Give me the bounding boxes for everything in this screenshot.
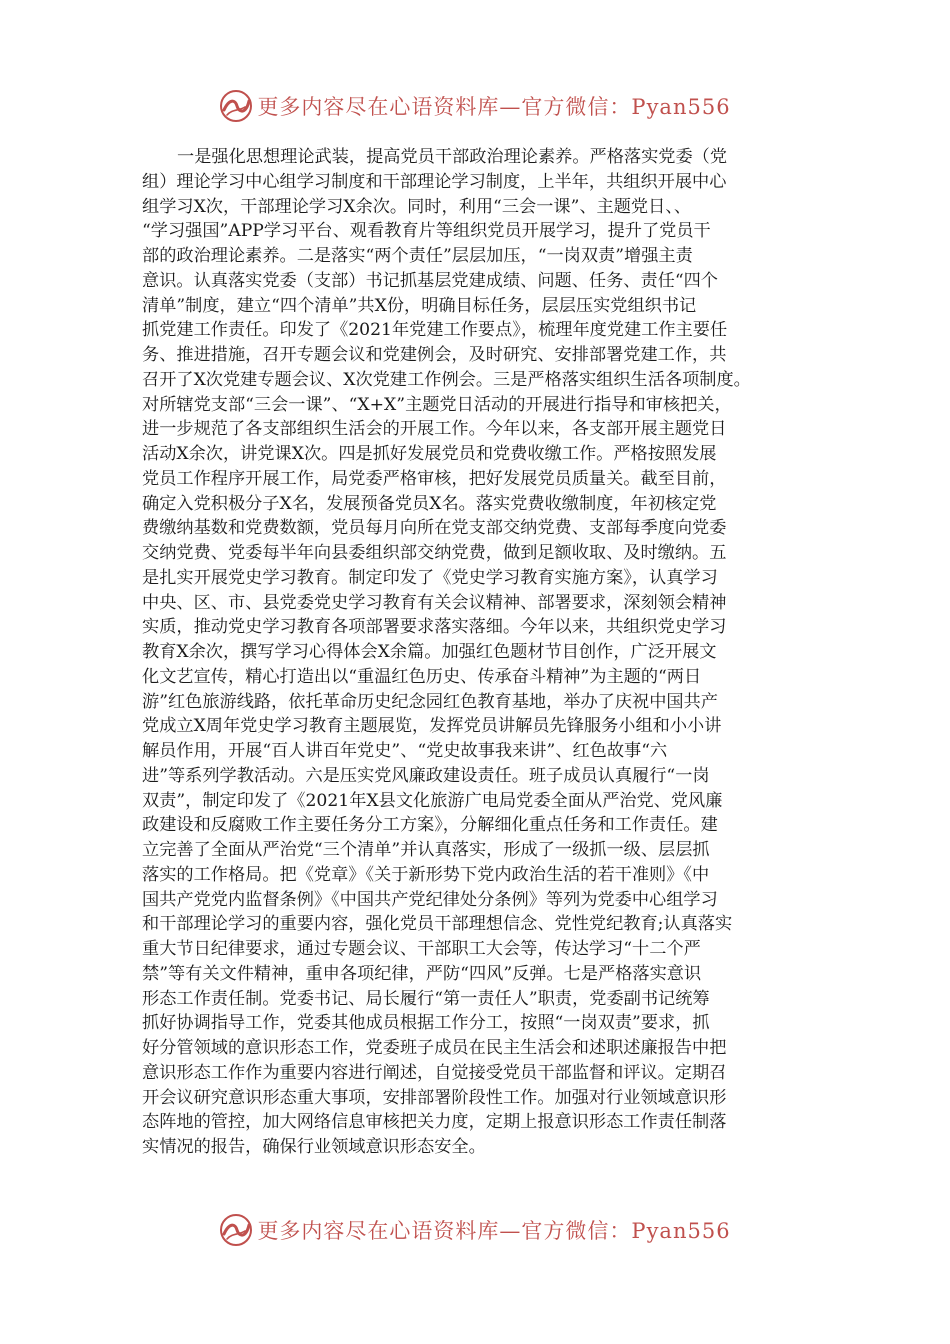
text-line: 抓党建工作责任。印发了《2021年党建工作要点》，梳理年度党建工作主要任 (142, 320, 728, 341)
text-line: 进一步规范了各支部组织生活会的开展工作。今年以来，各支部开展主题党日 (142, 419, 727, 440)
text-line: 好分管领域的意识形态工作，党委班子成员在民主生活会和述职述廉报告中把 (142, 1038, 727, 1058)
text-line: 组）理论学习中心组学习制度和干部理论学习制度，上半年，共组织开展中心 (142, 171, 727, 192)
text-line: 落实的工作格局。把《党章》《关于新形势下党内政治生活的若干准则》《中 (142, 864, 710, 885)
text-line: 立完善了全面从严治党“三个清单”并认真落实，形成了一级抓一级、层层抓 (142, 840, 710, 860)
text-line: 抓好协调指导工作，党委其他成员根据工作分工，按照“一岗双责”要求，抓 (142, 1013, 710, 1034)
text-line: 意识。认真落实党委（支部）书记抓基层党建成绩、问题、任务、责任“四个 (142, 270, 718, 291)
text-line: 和干部理论学习的重要内容，强化党员干部理想信念、党性党纪教育;认真落实 (142, 914, 733, 935)
text-line: 是扎实开展党史学习教育。制定印发了《党史学习教育实施方案》，认真学习 (142, 567, 718, 588)
header-banner (0, 86, 950, 126)
text-line: 交纳党费、党委每半年向县委组织部交纳党费，做到足额收取、及时缴纳。五 (142, 543, 727, 563)
text-line: 确定入党积极分子X名，发展预备党员X名。落实党费收缴制度，年初核定党 (142, 493, 717, 514)
banner-text: 更多内容尽在心语资料库—官方微信：Pyan556 (257, 95, 731, 119)
text-line: 态阵地的管控，加大网络信息审核把关力度，定期上报意识形态工作责任制落 (142, 1112, 727, 1133)
text-line: 费缴纳基数和党费数额，党员每月向所在党支部交纳党费、支部每季度向党委 (142, 518, 727, 539)
text-line: 党成立X周年党史学习教育主题展览，发挥党员讲解员先锋服务小组和小小讲 (142, 716, 722, 737)
text-line: 双责”，制定印发了《2021年X县文化旅游广电局党委全面从严治党、党风廉 (142, 790, 723, 811)
text-line: 清单”制度，建立“四个清单”共X份，明确目标任务，层层压实党组织书记 (142, 295, 697, 316)
text-line: 召开了X次党建专题会议、X次党建工作例会。三是严格落实组织生活各项制度。 (142, 369, 751, 390)
text-line: 组学习X次，干部理论学习X余次。同时，利用“三会一课”、主题党日、、 (142, 196, 692, 217)
text-line: 国共产党党内监督条例》《中国共产党纪律处分条例》等列为党委中心组学习 (142, 889, 718, 910)
text-line: 禁”等有关文件精神，重申各项纪律，严防“四风”反弹。七是严格落实意识 (142, 963, 702, 984)
text-line: 形态工作责任制。党委书记、局长履行“第一责任人”职责，党委副书记统筹 (142, 988, 710, 1009)
text-line: 解员作用，开展“百人讲百年党史”、“党史故事我来讲”、红色故事“六 (142, 741, 668, 761)
text-line: 重大节日纪律要求，通过专题会议、干部职工大会等，传达学习“十二个严 (142, 939, 701, 959)
text-line: 中央、区、市、县党委党史学习教育有关会议精神、部署要求，深刻领会精神 (142, 592, 727, 613)
wave-logo-icon (219, 89, 253, 123)
text-line: 务、推进措施，召开专题会议和党建例会，及时研究、安排部署党建工作，共 (142, 345, 727, 365)
document-body (142, 145, 810, 1160)
text-line: 教育X余次，撰写学习心得体会X余篇。加强红色题材节目创作，广泛开展文 (142, 642, 717, 662)
text-line: 化文艺宣传，精心打造出以“重温红色历史、传承奋斗精神”为主题的“两日 (142, 666, 702, 687)
text-line: 党员工作程序开展工作，局党委严格审核，把好发展党员质量关。截至目前， (142, 468, 727, 489)
text-line: 开会议研究意识形态重大事项，安排部署阶段性工作。加强对行业领域意识形 (142, 1087, 727, 1108)
text-line: 一是强化思想理论武装，提高党员干部政治理论素养。严格落实党委（党 (177, 147, 728, 167)
text-line: 政建设和反腐败工作主要任务分工方案》，分解细化重点任务和工作责任。建 (142, 815, 718, 836)
text-line: 进”等系列学教活动。六是压实党风廉政建设责任。班子成员认真履行“一岗 (142, 765, 710, 786)
wave-logo-icon (219, 1213, 253, 1247)
text-line: 意识形态工作作为重要内容进行阐述，自觉接受党员干部监督和评议。定期召 (142, 1062, 727, 1083)
text-line: 游”红色旅游线路，依托革命历史纪念园红色教育基地，举办了庆祝中国共产 (142, 691, 718, 712)
text-line: “学习强国”APP学习平台、观看教育片等组织党员开展学习，提升了党员干 (142, 221, 711, 242)
text-line: 实情况的报告，确保行业领域意识形态安全。 (142, 1137, 486, 1157)
banner-text: 更多内容尽在心语资料库—官方微信：Pyan556 (257, 1219, 731, 1243)
text-line: 实质，推动党史学习教育各项部署要求落实落细。今年以来，共组织党史学习 (142, 617, 727, 638)
text-line: 对所辖党支部“三会一课”、“X+X”主题党日活动的开展进行指导和审核把关， (142, 394, 732, 415)
footer-banner (0, 1210, 950, 1250)
text-line: 活动X余次，讲党课X次。四是抓好发展党员和党费收缴工作。严格按照发展 (142, 444, 717, 464)
text-line: 部的政治理论素养。二是落实“两个责任”层层加压，“一岗双责”增强主责 (142, 246, 693, 266)
